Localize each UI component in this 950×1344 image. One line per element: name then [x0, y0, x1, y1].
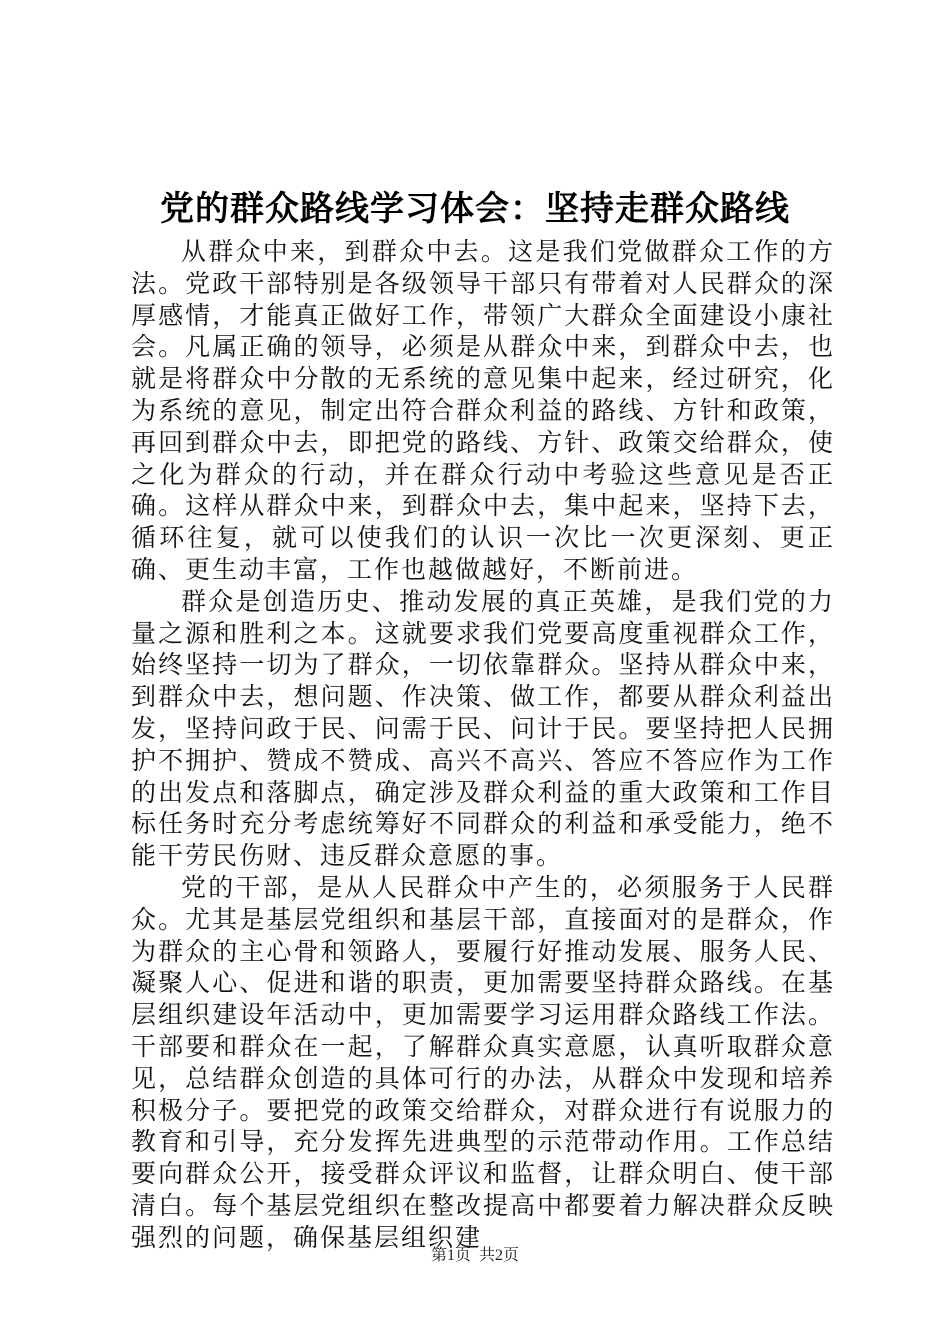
page-footer — [0, 1246, 950, 1266]
document-title: 党的群众路线学习体会：坚持走群众路线 — [160, 189, 790, 229]
page-number: 第1页 — [430, 1247, 471, 1264]
document-body — [131, 236, 835, 1254]
page-total: 共2页 — [479, 1247, 520, 1264]
paragraph-3: 党的干部，是从人民群众中产生的，必须服务于人民群众。尤其是基层党组织和基层干部，直接面对的是群众，作为群众的主心骨和领路人，要履行好推动发展、服务人民、凝聚人心、促进和谐的职责，更加需要坚持群众路线。在基层组织建设年活动中，更加需要学习运用群众路线工作法。干部要和群众在一起，了解群众真实意愿，认真听取群众意见，总结群众创造的具体可行的办法，从群众中发现和培养积极分子。要把党的政策交给群众，对群众进行有说服力的教育和引导，充分发挥先进典型的示范带动作用。工作总结要向群众公开，接受群众评议和监督，让群众明白、使干部清白。每个基层党组织在整改提高中都要着力解决群众反映强烈的问题，确保基层组织建 — [131, 872, 835, 1252]
paragraph-1: 从群众中来，到群众中去。这是我们党做群众工作的方法。党政干部特别是各级领导干部只有带着对人民群众的深厚感情，才能真正做好工作，带领广大群众全面建设小康社会。凡属正确的领导，必须是从群众中来，到群众中去，也就是将群众中分散的无系统的意见集中起来，经过研究，化为系统的意见，制定出符合群众利益的路线、方针和政策，再回到群众中去，即把党的路线、方针、政策交给群众，使之化为群众的行动，并在群众行动中考验这些意见是否正确。这样从群众中来，到群众中去，集中起来，坚持下去，循环往复，就可以使我们的认识一次比一次更深刻、更正确、更生动丰富，工作也越做越好，不断前进。 — [131, 237, 835, 584]
paragraph-2: 群众是创造历史、推动发展的真正英雄，是我们党的力量之源和胜利之本。这就要求我们党要高度重视群众工作，始终坚持一切为了群众，一切依靠群众。坚持从群众中来，到群众中去，想问题、作决策、做工作，都要从群众利益出发，坚持问政于民、问需于民、问计于民。要坚持把人民拥护不拥护、赞成不赞成、高兴不高兴、答应不答应作为工作的出发点和落脚点，确定涉及群众利益的重大政策和工作目标任务时充分考虑统筹好不同群众的利益和承受能力，绝不能干劳民伤财、违反群众意愿的事。 — [131, 586, 835, 871]
